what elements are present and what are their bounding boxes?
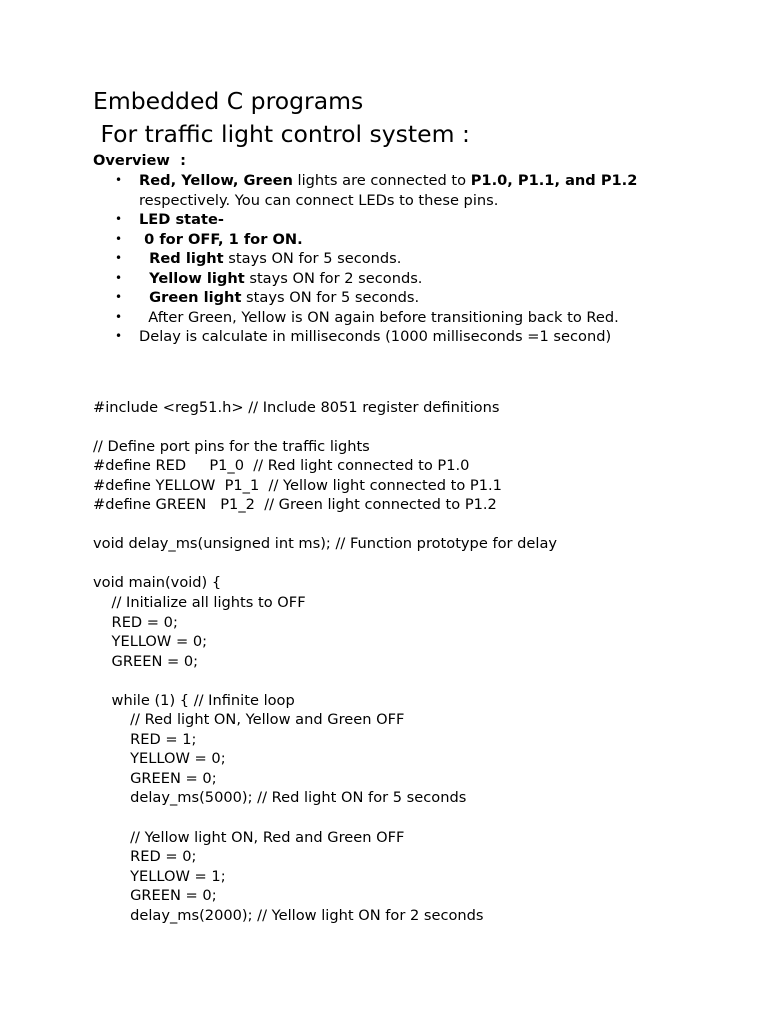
- code-line: RED = 1;: [93, 730, 197, 748]
- bullet-icon: •: [115, 251, 123, 265]
- code-line: // Red light ON, Yellow and Green OFF: [93, 711, 405, 729]
- bullet-item: [93, 269, 713, 289]
- bullet-bold-text: Green light: [139, 289, 242, 306]
- bullet-bold-text: P1.0, P1.1, and P1.2: [470, 172, 638, 189]
- bullet-item: [93, 171, 713, 191]
- bullet-icon: •: [115, 329, 123, 343]
- bullet-text: lights are connected to: [292, 172, 471, 189]
- code-line: [93, 378, 733, 398]
- code-listing: [93, 378, 733, 925]
- overview-heading: Overview :: [93, 152, 186, 169]
- bullet-item: [93, 308, 713, 328]
- code-line: [93, 515, 733, 535]
- document-title: Embedded C programs: [93, 87, 364, 115]
- bullet-bold-text: Red, Yellow, Green: [139, 172, 293, 189]
- bullet-text: stays ON for 5 seconds.: [241, 289, 420, 306]
- bullet-text: respectively. You can connect LEDs to these pins.: [139, 191, 499, 209]
- code-line: #define GREEN P1_2 // Green light connected to P1.2: [93, 496, 497, 514]
- bullet-bold-text: Red light: [139, 250, 224, 267]
- code-line: GREEN = 0;: [93, 652, 199, 670]
- bullet-item: [93, 288, 713, 308]
- bullet-icon: •: [115, 270, 123, 285]
- code-line: RED = 0;: [93, 848, 197, 866]
- bullet-icon: •: [115, 231, 123, 246]
- bullet-bold-text: 0 for OFF, 1 for ON.: [139, 230, 303, 248]
- code-line: RED = 0;: [93, 613, 178, 631]
- code-line: delay_ms(5000); // Red light ON for 5 seconds: [93, 789, 467, 807]
- bullet-bold-text: LED state-: [139, 211, 224, 228]
- code-line: // Yellow light ON, Red and Green OFF: [93, 828, 405, 846]
- code-line: [93, 417, 733, 437]
- bullet-item: [93, 230, 713, 250]
- code-line: #define RED P1_0 // Red light connected to P1.0: [93, 457, 470, 475]
- code-line: void main(void) {: [93, 574, 222, 592]
- code-line: YELLOW = 0;: [93, 633, 208, 651]
- document-subtitle: For traffic light control system :: [93, 120, 470, 148]
- bullet-text: stays ON for 2 seconds.: [244, 269, 423, 287]
- code-line: delay_ms(2000); // Yellow light ON for 2 seconds: [93, 906, 484, 924]
- code-line: #include <reg51.h> // Include 8051 register definitions: [93, 398, 500, 416]
- bullet-icon: •: [115, 212, 123, 226]
- bullet-item: [93, 327, 713, 347]
- bullet-icon: •: [115, 309, 123, 324]
- bullet-item: [93, 249, 713, 269]
- code-line: GREEN = 0;: [93, 887, 217, 905]
- code-line: void delay_ms(unsigned int ms); // Function prototype for delay: [93, 535, 558, 553]
- code-line: GREEN = 0;: [93, 769, 217, 787]
- code-line: // Initialize all lights to OFF: [93, 594, 306, 612]
- code-line: [93, 554, 733, 574]
- code-line: [93, 808, 733, 828]
- bullet-text: stays ON for 5 seconds.: [223, 250, 402, 267]
- bullet-text: After Green, Yellow is ON again before transitioning back to Red.: [139, 308, 619, 326]
- bullet-continuation: [93, 191, 713, 211]
- code-line: while (1) { // Infinite loop: [93, 691, 295, 709]
- bullet-icon: •: [115, 173, 123, 187]
- bullet-text: Delay is calculate in milliseconds (1000 milliseconds =1 second): [139, 328, 612, 345]
- code-line: YELLOW = 1;: [93, 867, 226, 885]
- bullet-bold-text: Yellow light: [139, 269, 245, 287]
- code-line: YELLOW = 0;: [93, 750, 226, 768]
- code-line: #define YELLOW P1_1 // Yellow light connected to P1.1: [93, 476, 502, 494]
- overview-bullet-list: [93, 171, 713, 347]
- bullet-icon: •: [115, 290, 123, 304]
- code-line: [93, 671, 733, 691]
- code-line: // Define port pins for the traffic lights: [93, 437, 370, 455]
- bullet-item: [93, 210, 713, 230]
